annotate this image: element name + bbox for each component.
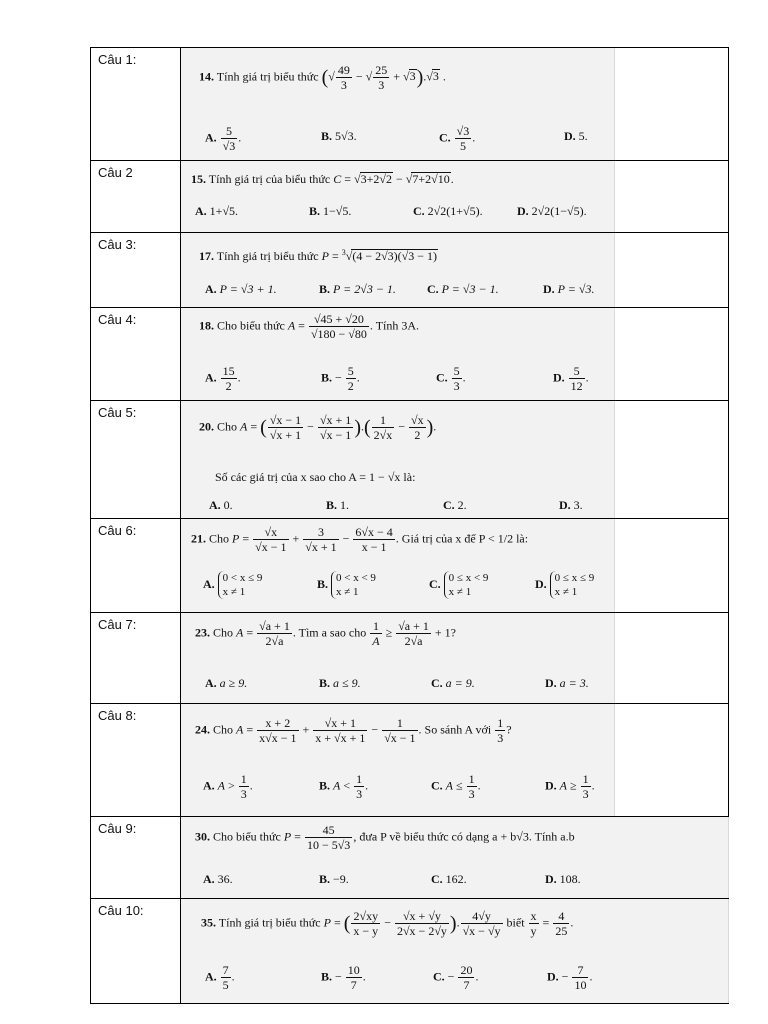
question-label: Câu 2	[91, 161, 181, 232]
option-b[interactable]: B. 1−√5.	[309, 204, 352, 218]
question-stem: 30. Cho biểu thức P = $\frac{45}{10 - 5√3}$ , đưa P về biểu thức có dạng a + b√3. Tính a.b	[195, 823, 575, 852]
option-a[interactable]: A. a ≥ 9.	[205, 676, 248, 690]
question-row	[91, 898, 728, 1003]
option-b[interactable]: B. A < $\frac{1}{3}$ .	[319, 772, 369, 801]
option-c[interactable]: C. 0 ≤ x < 9 x ≠ 1	[429, 572, 489, 598]
option-d[interactable]: D. $\frac{5}{12}$ .	[553, 364, 589, 393]
question-label: Câu 3:	[91, 233, 181, 307]
question-label: Câu 10:	[91, 899, 181, 1003]
option-c[interactable]: C. 162.	[431, 872, 467, 886]
option-d[interactable]: D. 5.	[564, 129, 588, 143]
question-stem: 14. Tính giá trị biểu thức (√ $\frac{49}{3}$ − √ $\frac{25}{3}$ + √3).√3 .	[199, 63, 446, 92]
option-b[interactable]: B. 1.	[326, 498, 350, 512]
question-content	[181, 613, 615, 703]
option-c[interactable]: C. P = √3 − 1.	[427, 282, 499, 296]
question-row	[91, 400, 728, 518]
question-content	[181, 308, 615, 400]
question-content	[181, 704, 615, 816]
option-d[interactable]: D. P = √3.	[543, 282, 595, 296]
question-table	[90, 47, 729, 1004]
option-c[interactable]: C. $\frac{√3}{5}$ .	[439, 124, 476, 153]
option-d[interactable]: D. 2√2(1−√5).	[517, 204, 587, 218]
option-d[interactable]: D. 108.	[545, 872, 581, 886]
option-b[interactable]: B. 5√3.	[321, 129, 357, 143]
question-label: Câu 1:	[91, 48, 181, 160]
question-row	[91, 160, 728, 232]
question-stem: 18. Cho biểu thức A = $\frac{√45 + √20}{√180 - √80}$ . Tính 3A.	[199, 312, 420, 341]
option-a[interactable]: A. $\frac{7}{5}$ .	[205, 963, 235, 992]
option-b[interactable]: B. − $\frac{5}{2}$ .	[321, 364, 360, 393]
question-row	[91, 518, 728, 612]
question-row	[91, 232, 728, 307]
question-stem: 15. Tính giá trị của biểu thức C = √3+2√2 − √7+2√10.	[191, 172, 454, 186]
question-content	[181, 48, 615, 160]
option-b[interactable]: B. − $\frac{10}{7}$ .	[321, 963, 366, 992]
question-stem: 23. Cho A = $\frac{√a + 1}{2√a}$ . Tìm a sao cho $\frac{1}{A}$ ≥ $\frac{√a + 1}{2√a}$ + 1?	[195, 619, 456, 648]
option-b[interactable]: B. P = 2√3 − 1.	[319, 282, 396, 296]
option-d[interactable]: D. A ≥ $\frac{1}{3}$ .	[545, 772, 595, 801]
option-d[interactable]: D. − $\frac{7}{10}$ .	[547, 963, 593, 992]
option-c[interactable]: C. 2.	[443, 498, 467, 512]
question-stem: 24. Cho A = $\frac{x + 2}{x√x - 1}$ + $\frac{√x + 1}{x + √x + 1}$ − $\frac{1}{√x - 1}$ . So sánh A với $\frac{1}{3}$ ?	[195, 716, 512, 745]
question-label: Câu 4:	[91, 308, 181, 400]
question-row	[91, 612, 728, 703]
question-label: Câu 9:	[91, 817, 181, 898]
question-label: Câu 6:	[91, 519, 181, 612]
question-stem: 17. Tính giá trị biểu thức P = $^3$√(4 − 2√3)(√3 − 1)	[199, 248, 438, 263]
question-label: Câu 5:	[91, 401, 181, 518]
option-d[interactable]: D. 3.	[559, 498, 583, 512]
option-b[interactable]: B. 0 < x < 9 x ≠ 1	[317, 572, 376, 598]
option-a[interactable]: A. 1+√5.	[195, 204, 239, 218]
question-stem: 20. Cho A = ( $\frac{√x - 1}{√x + 1}$ − $\frac{√x + 1}{√x - 1}$ ).( $\frac{1}{2√x}$ − $\frac{√x}{2}$ ).	[199, 413, 437, 442]
option-a[interactable]: A. $\frac{15}{2}$ .	[205, 364, 241, 393]
question-subtext: Số các giá trị của x sao cho A = 1 − √x là:	[215, 470, 416, 484]
option-a[interactable]: A. 36.	[203, 872, 233, 886]
option-b[interactable]: B. a ≤ 9.	[319, 676, 361, 690]
question-content	[181, 401, 615, 518]
option-b[interactable]: B. −9.	[319, 872, 349, 886]
question-row	[91, 816, 728, 898]
option-c[interactable]: C. a = 9.	[431, 676, 475, 690]
option-c[interactable]: C. − $\frac{20}{7}$ .	[433, 963, 479, 992]
question-content	[181, 233, 615, 307]
question-row	[91, 703, 728, 816]
question-row	[91, 307, 728, 400]
question-content	[181, 161, 615, 232]
option-a[interactable]: A. A > $\frac{1}{3}$ .	[203, 772, 253, 801]
option-a[interactable]: A. 0.	[209, 498, 233, 512]
question-content	[181, 519, 615, 612]
option-c[interactable]: C. 2√2(1+√5).	[413, 204, 483, 218]
option-d[interactable]: D. 0 ≤ x ≤ 9 x ≠ 1	[535, 572, 595, 598]
option-c[interactable]: C. A ≤ $\frac{1}{3}$ .	[431, 772, 481, 801]
option-a[interactable]: A. 0 < x ≤ 9 x ≠ 1	[203, 572, 263, 598]
question-stem: 35. Tính giá trị biểu thức P = ( $\frac{2√xy}{x - y}$ − $\frac{√x + √y}{2√x - 2√y}$ ). $\frac{4√y}{√x - √y}$ biết $\frac{x}{y}$ = $\frac{4}{25}$ .	[201, 909, 574, 938]
question-label: Câu 7:	[91, 613, 181, 703]
question-content	[181, 899, 729, 1003]
option-d[interactable]: D. a = 3.	[545, 676, 589, 690]
question-row	[91, 48, 728, 160]
question-label: Câu 8:	[91, 704, 181, 816]
question-stem: 21. Cho P = $\frac{√x}{√x - 1}$ + $\frac{3}{√x + 1}$ − $\frac{6√x - 4}{x - 1}$ . Giá trị của x để P < 1/2 là:	[191, 525, 529, 554]
option-c[interactable]: C. $\frac{5}{3}$ .	[436, 364, 466, 393]
option-a[interactable]: A. $\frac{5}{√3}$ .	[205, 124, 242, 153]
option-a[interactable]: A. P = √3 + 1.	[205, 282, 277, 296]
question-content	[181, 817, 729, 898]
